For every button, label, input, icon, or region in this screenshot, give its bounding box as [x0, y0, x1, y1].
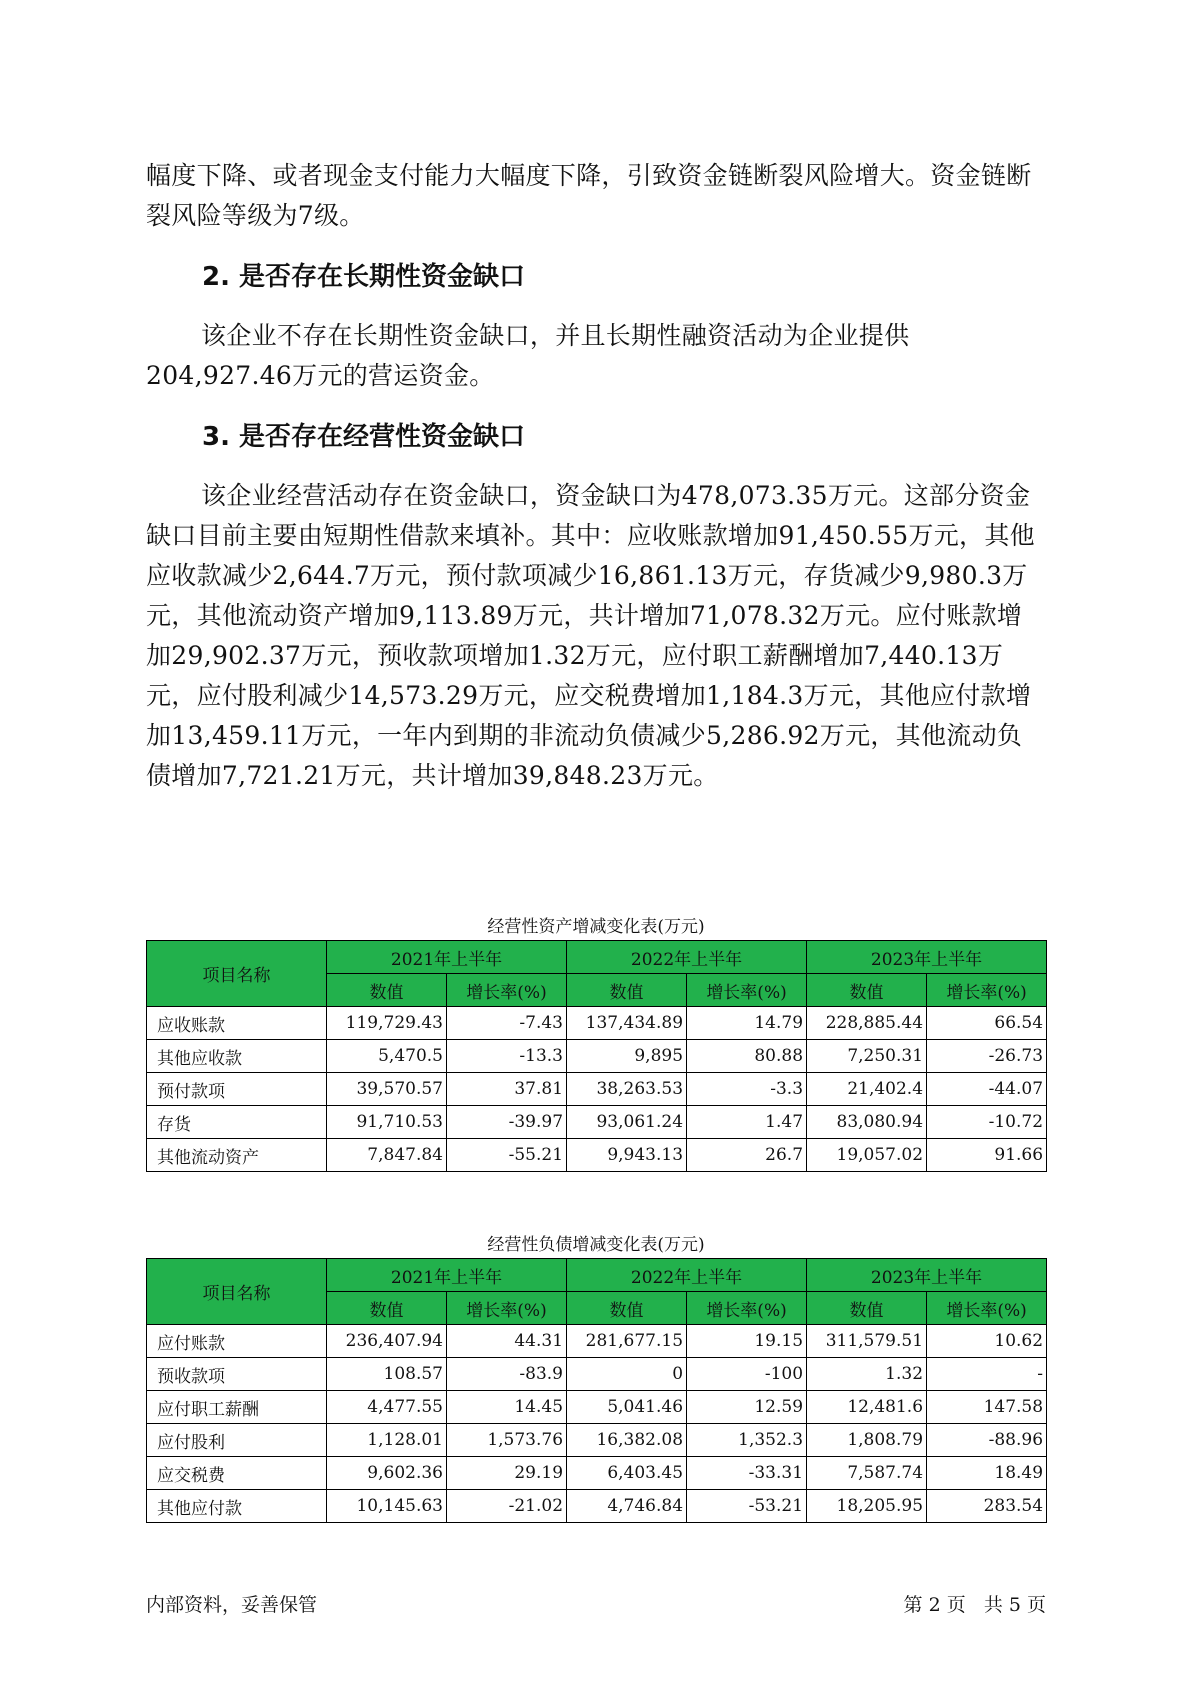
header-year-2023: 2023年上半年	[807, 941, 1047, 974]
growth-cell: 14.45	[447, 1391, 567, 1424]
growth-cell: 37.81	[447, 1073, 567, 1106]
row-label: 预付款项	[147, 1073, 327, 1106]
header-growth: 增长率(%)	[687, 1292, 807, 1325]
growth-cell: -	[927, 1358, 1047, 1391]
value-cell: 5,470.5	[327, 1040, 447, 1073]
growth-cell: 29.19	[447, 1457, 567, 1490]
table1-caption: 经营性资产增减变化表(万元)	[487, 917, 705, 937]
table-row	[147, 1457, 1047, 1490]
value-cell: 5,041.46	[567, 1391, 687, 1424]
header-item-name: 项目名称	[147, 1259, 327, 1325]
header-year-2021: 2021年上半年	[327, 1259, 567, 1292]
row-label: 应收账款	[147, 1007, 327, 1040]
value-cell: 18,205.95	[807, 1490, 927, 1523]
growth-cell: -39.97	[447, 1106, 567, 1139]
header-year-2022: 2022年上半年	[567, 1259, 807, 1292]
growth-cell: 26.7	[687, 1139, 807, 1172]
value-cell: 38,263.53	[567, 1073, 687, 1106]
value-cell: 1,128.01	[327, 1424, 447, 1457]
growth-cell: 80.88	[687, 1040, 807, 1073]
value-cell: 91,710.53	[327, 1106, 447, 1139]
value-cell: 7,250.31	[807, 1040, 927, 1073]
growth-cell: 66.54	[927, 1007, 1047, 1040]
table-row	[147, 1139, 1047, 1172]
row-label: 预收款项	[147, 1358, 327, 1391]
growth-cell: -3.3	[687, 1073, 807, 1106]
growth-cell: 147.58	[927, 1391, 1047, 1424]
row-label: 存货	[147, 1106, 327, 1139]
value-cell: 4,746.84	[567, 1490, 687, 1523]
value-cell: 93,061.24	[567, 1106, 687, 1139]
value-cell: 9,602.36	[327, 1457, 447, 1490]
footer-page-number: 第 2 页 共 5 页	[903, 1594, 1046, 1616]
row-label: 应付账款	[147, 1325, 327, 1358]
row-label: 其他流动资产	[147, 1139, 327, 1172]
value-cell: 119,729.43	[327, 1007, 447, 1040]
value-cell: 6,403.45	[567, 1457, 687, 1490]
value-cell: 137,434.89	[567, 1007, 687, 1040]
table-row	[147, 1391, 1047, 1424]
header-year-2022: 2022年上半年	[567, 941, 807, 974]
value-cell: 19,057.02	[807, 1139, 927, 1172]
value-cell: 9,895	[567, 1040, 687, 1073]
table-row	[147, 1490, 1047, 1523]
value-cell: 9,943.13	[567, 1139, 687, 1172]
value-cell: 236,407.94	[327, 1325, 447, 1358]
value-cell: 108.57	[327, 1358, 447, 1391]
header-value: 数值	[807, 974, 927, 1007]
growth-cell: 12.59	[687, 1391, 807, 1424]
growth-cell: 1.47	[687, 1106, 807, 1139]
growth-cell: -55.21	[447, 1139, 567, 1172]
growth-cell: -88.96	[927, 1424, 1047, 1457]
header-year-2021: 2021年上半年	[327, 941, 567, 974]
growth-cell: -13.3	[447, 1040, 567, 1073]
growth-cell: 14.79	[687, 1007, 807, 1040]
growth-cell: 18.49	[927, 1457, 1047, 1490]
header-value: 数值	[327, 974, 447, 1007]
header-value: 数值	[327, 1292, 447, 1325]
growth-cell: -44.07	[927, 1073, 1047, 1106]
operating-assets-table	[146, 940, 1047, 1172]
section-heading-long-term-gap: 2. 是否存在长期性资金缺口	[202, 262, 526, 292]
header-growth: 增长率(%)	[927, 974, 1047, 1007]
value-cell: 228,885.44	[807, 1007, 927, 1040]
value-cell: 21,402.4	[807, 1073, 927, 1106]
table-row	[147, 1358, 1047, 1391]
header-growth: 增长率(%)	[447, 1292, 567, 1325]
value-cell: 10,145.63	[327, 1490, 447, 1523]
value-cell: 1,808.79	[807, 1424, 927, 1457]
table2-caption: 经营性负债增减变化表(万元)	[487, 1235, 705, 1255]
growth-cell: -83.9	[447, 1358, 567, 1391]
growth-cell: -33.31	[687, 1457, 807, 1490]
paragraph-operating-gap: 该企业经营活动存在资金缺口，资金缺口为478,073.35万元。这部分资金缺口目前主要由短期性借款来填补。其中：应收账款增加91,450.55万元，其他应收款减少2,644.7万元，预付款项减少16,861.13万元，存货减少9,980.3万元，其他流动资产增加9,113.89万元，共计增加71,078.32万元。应付账款增加29,902.37万元，预收款项增加1.32万元，应付职工薪酬增加7,440.13万元，应付股利减少14,573.29万元，应交税费增加1,184.3万元，其他应付款增加13,459.11万元，一年内到期的非流动负债减少5,286.92万元，其他流动负债增加7,721.21万元，共计增加39,848.23万元。	[146, 481, 1035, 790]
growth-cell: -100	[687, 1358, 807, 1391]
header-year-2023: 2023年上半年	[807, 1259, 1047, 1292]
row-label: 应交税费	[147, 1457, 327, 1490]
value-cell: 39,570.57	[327, 1073, 447, 1106]
row-label: 其他应收款	[147, 1040, 327, 1073]
value-cell: 4,477.55	[327, 1391, 447, 1424]
paragraph-continuation: 幅度下降、或者现金支付能力大幅度下降，引致资金链断裂风险增大。资金链断裂风险等级为7级。	[146, 161, 1032, 230]
growth-cell: -26.73	[927, 1040, 1047, 1073]
value-cell: 281,677.15	[567, 1325, 687, 1358]
value-cell: 16,382.08	[567, 1424, 687, 1457]
value-cell: 1.32	[807, 1358, 927, 1391]
growth-cell: 19.15	[687, 1325, 807, 1358]
table-row	[147, 1073, 1047, 1106]
header-item-name: 项目名称	[147, 941, 327, 1007]
growth-cell: -21.02	[447, 1490, 567, 1523]
table-row	[147, 1424, 1047, 1457]
growth-cell: -53.21	[687, 1490, 807, 1523]
value-cell: 12,481.6	[807, 1391, 927, 1424]
header-growth: 增长率(%)	[927, 1292, 1047, 1325]
operating-liabilities-table	[146, 1258, 1047, 1523]
growth-cell: 91.66	[927, 1139, 1047, 1172]
growth-cell: 44.31	[447, 1325, 567, 1358]
growth-cell: 10.62	[927, 1325, 1047, 1358]
table-row	[147, 1040, 1047, 1073]
row-label: 其他应付款	[147, 1490, 327, 1523]
header-growth: 增长率(%)	[687, 974, 807, 1007]
growth-cell: 283.54	[927, 1490, 1047, 1523]
paragraph-long-term-gap: 该企业不存在长期性资金缺口，并且长期性融资活动为企业提供204,927.46万元的营运资金。	[146, 321, 910, 390]
value-cell: 7,587.74	[807, 1457, 927, 1490]
growth-cell: -10.72	[927, 1106, 1047, 1139]
value-cell: 83,080.94	[807, 1106, 927, 1139]
header-value: 数值	[567, 974, 687, 1007]
value-cell: 0	[567, 1358, 687, 1391]
header-growth: 增长率(%)	[447, 974, 567, 1007]
growth-cell: 1,352.3	[687, 1424, 807, 1457]
table-row	[147, 1106, 1047, 1139]
row-label: 应付股利	[147, 1424, 327, 1457]
table-row	[147, 1007, 1047, 1040]
row-label: 应付职工薪酬	[147, 1391, 327, 1424]
header-value: 数值	[807, 1292, 927, 1325]
header-value: 数值	[567, 1292, 687, 1325]
value-cell: 7,847.84	[327, 1139, 447, 1172]
footer-confidential: 内部资料，妥善保管	[146, 1594, 318, 1616]
section-heading-operating-gap: 3. 是否存在经营性资金缺口	[202, 422, 526, 452]
growth-cell: -7.43	[447, 1007, 567, 1040]
table-row	[147, 1325, 1047, 1358]
growth-cell: 1,573.76	[447, 1424, 567, 1457]
value-cell: 311,579.51	[807, 1325, 927, 1358]
